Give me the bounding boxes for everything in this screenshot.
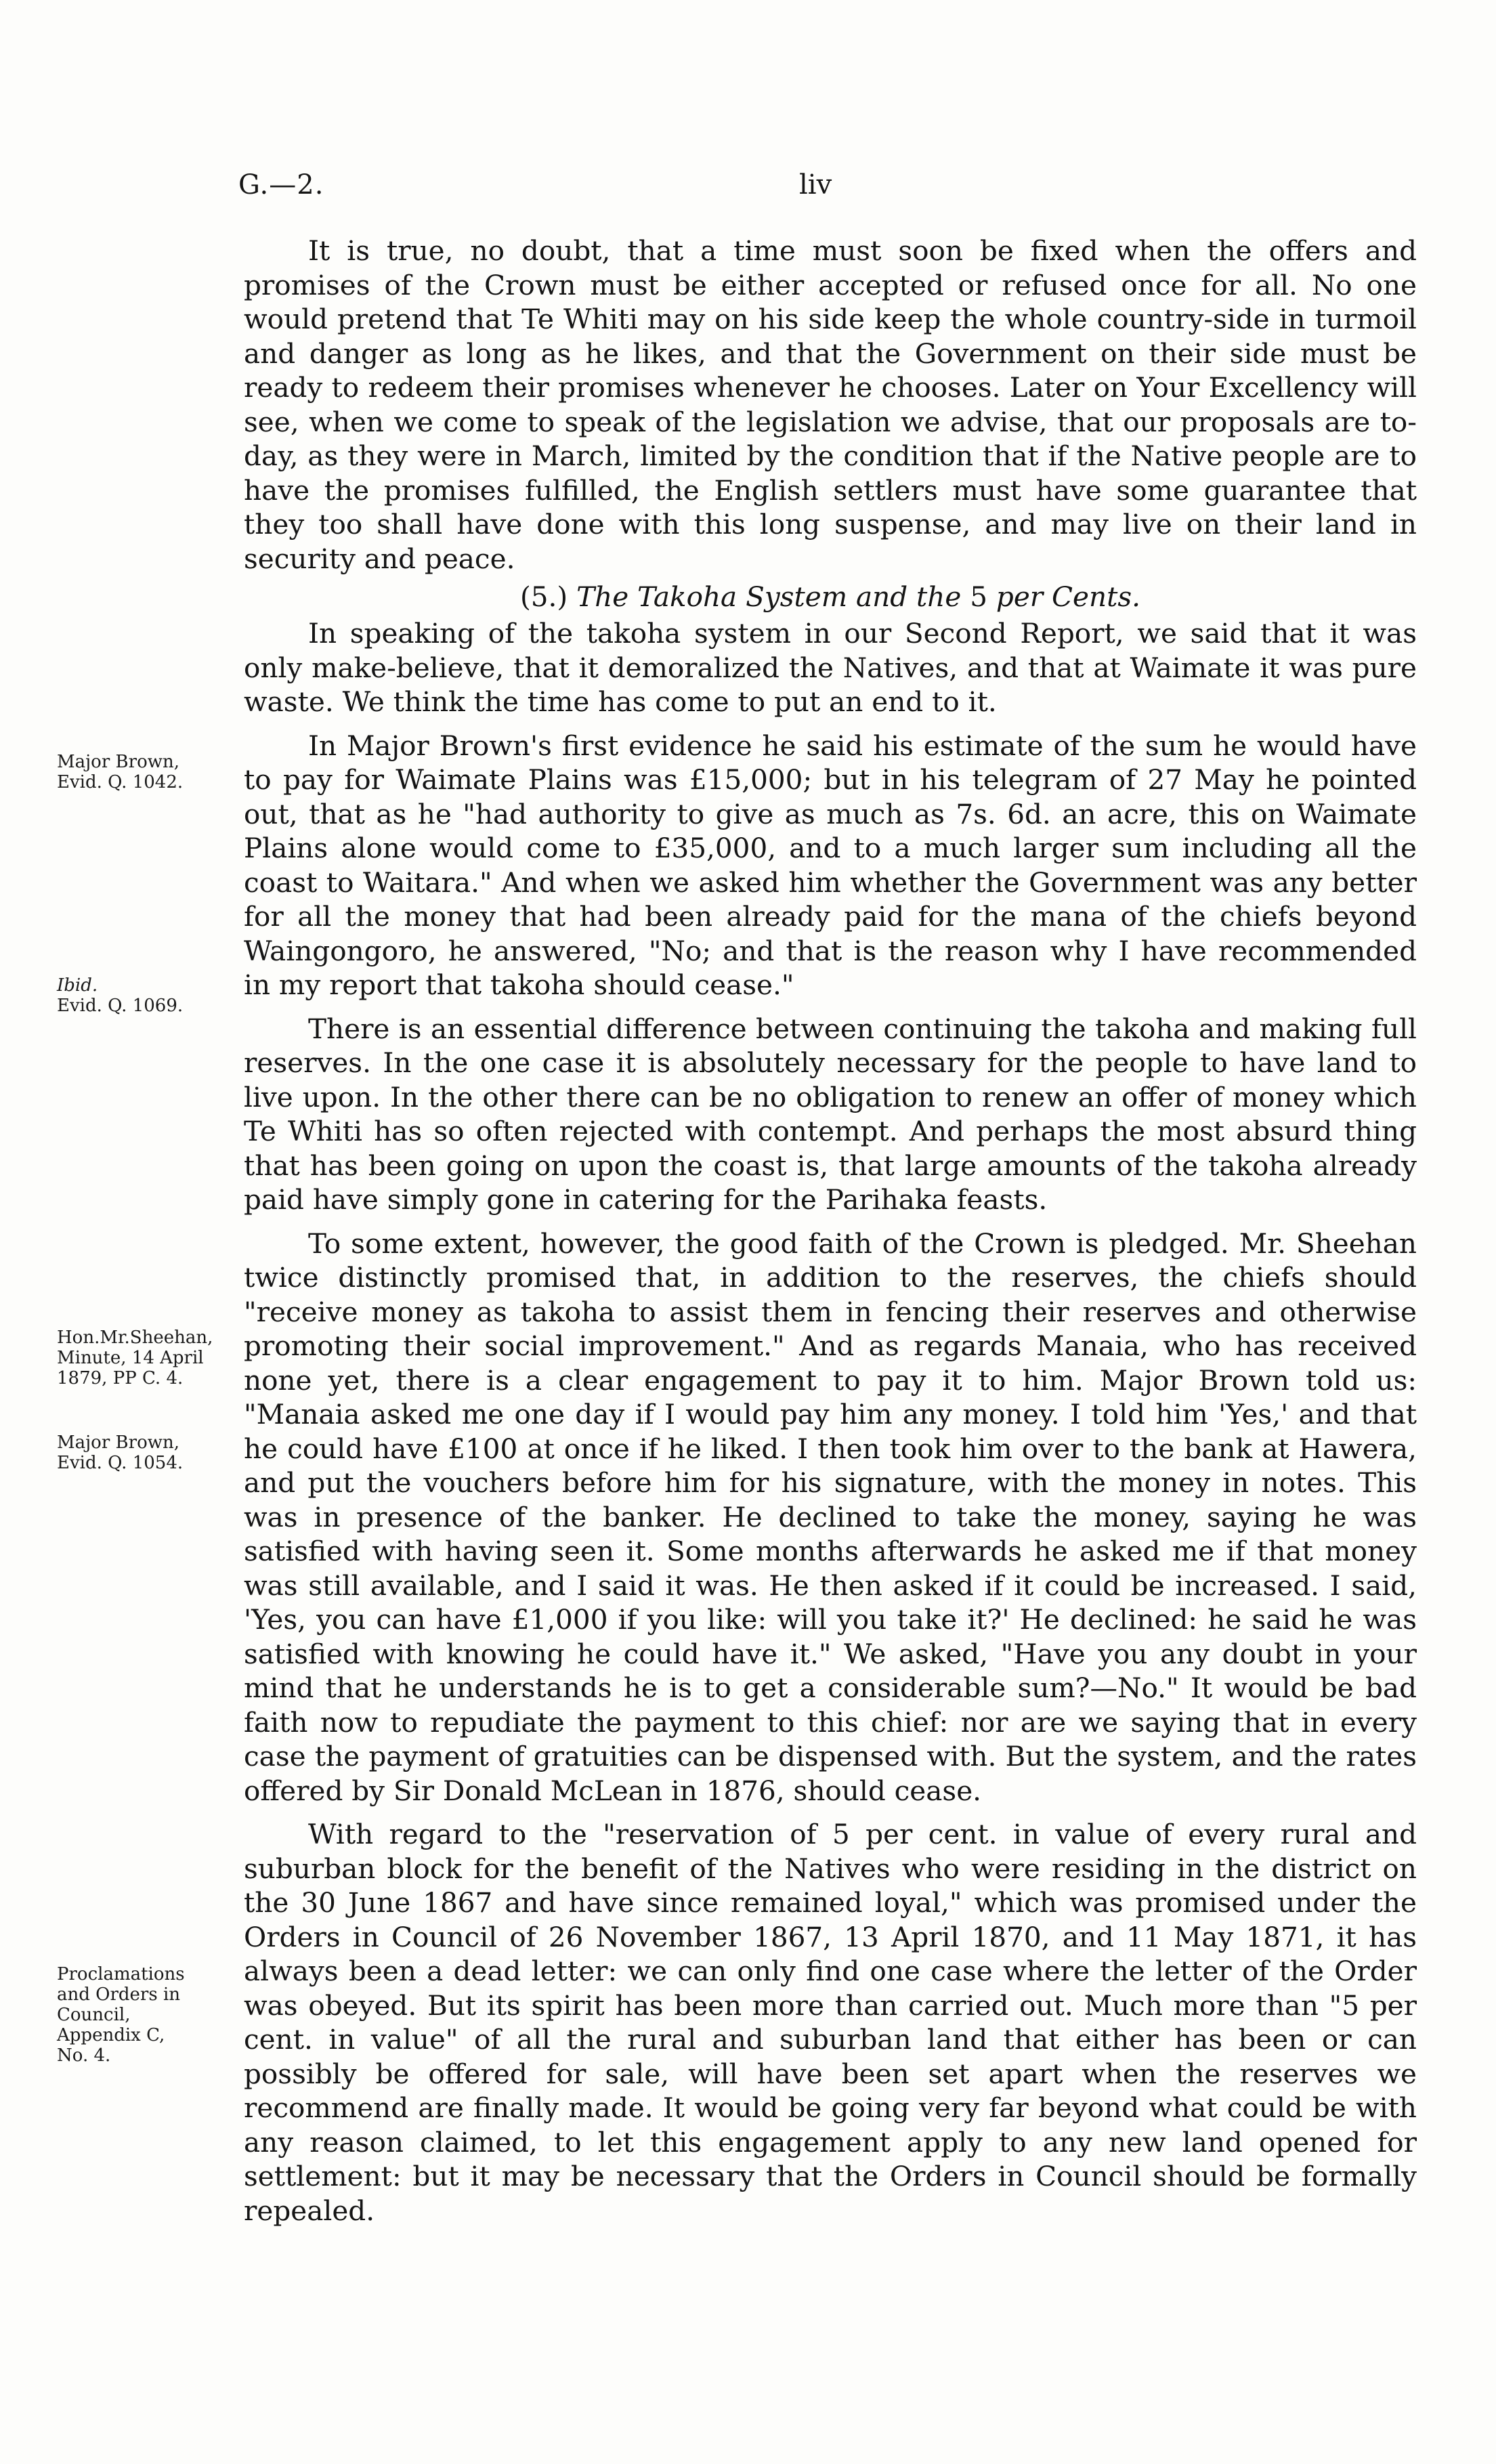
paragraph: To some extent, however, the good faith of the Crown is pledged. Mr. Sheehan twice distinctly promised that, in addition to the reserves, the chiefs should "receive money as takoha to assist them in fencing their reserves and otherwise promoting their social improvement." And as regards Manaia, who has received none yet, there is a clear engagement to pay it to him. Major Brown told us: "Manaia asked me one day if I would pay him any money. I told him 'Yes,' and that he could have £100 at once if he liked. I then took him over to the bank at Hawera, and put the vouchers before him for his signature, with the money in notes. This was in presence of the banker. He declined to take the money, saying he was satisfied with having seen it. Some months afterwards he asked me if that money was still available, and I said it was. He then asked if it could be increased. I said, 'Yes, you can have £1,000 if you like: will you take it?' He declined: he said he was satisfied with knowing he could have it." We asked, "Have you any doubt in your mind that he understands he is to get a considerable sum?—No." It would be bad faith now to repudiate the payment to this chief: nor are we saying that in every case the payment of gratuities can be dispensed with. But the system, and the rates offered by Sir Donald McLean in 1876, should cease. (244, 1227, 1417, 1807)
section-title-number: 5 (970, 580, 988, 613)
paragraph: In speaking of the takoha system in our Second Report, we said that it was only make-believe, that it demoralized the Natives, and that at Waimate it was pure waste. We think the time has come to put an end to it. (244, 617, 1417, 718)
section-title-cents: Cents. (1052, 580, 1141, 613)
margin-note: Hon.Mr.Sheehan, Minute, 14 April 1879, PP C. 4. (57, 1327, 213, 1388)
section-title: The Takoha System and the (576, 580, 962, 613)
section-title-per: per (996, 580, 1044, 613)
document-reference: G.—2. (238, 169, 324, 200)
margin-note: Major Brown, Evid. Q. 1042. (57, 752, 184, 792)
page-header (0, 169, 1496, 210)
paragraph: It is true, no doubt, that a time must soon be fixed when the offers and promises of the Crown must be either accepted or refused once for all. No one would pretend that Te Whiti may on his side keep the whole country-side in turmoil and danger as long as he likes, and that the Government on their side must be ready to redeem their promises whenever he chooses. Later on Your Excellency will see, when we come to speak of the legislation we advise, that our proposals are to-day, as they were in March, limited by the condition that if the Native people are to have the promises fulfilled, the English settlers must have some guarantee that they too shall have done with this long suspense, and may live on their land in security and peace. (244, 234, 1417, 575)
margin-note: Major Brown, Evid. Q. 1054. (57, 1432, 184, 1473)
report-body (244, 234, 1417, 2228)
paragraph: In Major Brown's first evidence he said his estimate of the sum he would have to pay for Waimate Plains was £15,000; but in his telegram of 27 May he pointed out, that as he "had authority to give as much as 7s. 6d. an acre, this on Waimate Plains alone would come to £35,000, and to a much larger sum including all the coast to Waitara." And when we asked him whether the Government was any better for all the money that had been already paid for the mana of the chiefs beyond Waingongoro, he answered, "No; and that is the reason why I have recommended in my report that takoha should cease." (244, 729, 1417, 1001)
paragraph: With regard to the "reservation of 5 per cent. in value of every rural and suburban block for the benefit of the Natives who were residing in the district on the 30 June 1867 and have since remained loyal," which was promised under the Orders in Council of 26 November 1867, 13 April 1870, and 11 May 1871, it has always been a dead letter: we can only find one case where the letter of the Order was obeyed. But its spirit has been more than carried out. Much more than "5 per cent. in value" of all the rural and suburban land that either has been or can possibly be offered for sale, will have been set apart when the reserves we recommend are finally made. It would be going very far beyond what could be with any reason claimed, to let this engagement apply to any new land opened for settlement: but it may be necessary that the Orders in Council should be formally repealed. (244, 1818, 1417, 2227)
margin-note: Ibid. Evid. Q. 1069. (57, 975, 184, 1016)
section-number: (5.) (519, 580, 568, 613)
page-number: liv (799, 169, 832, 200)
section-heading (244, 580, 1417, 614)
margin-note: Proclamations and Orders in Council, Appendix C, No. 4. (57, 1964, 185, 2066)
paragraph: There is an essential difference between continuing the takoha and making full reserves. In the one case it is absolutely necessary for the people to have land to live upon. In the other there can be no obligation to renew an offer of money which Te Whiti has so often rejected with contempt. And perhaps the most absurd thing that has been going on upon the coast is, that large amounts of the takoha already paid have simply gone in catering for the Parihaka feasts. (244, 1012, 1417, 1216)
